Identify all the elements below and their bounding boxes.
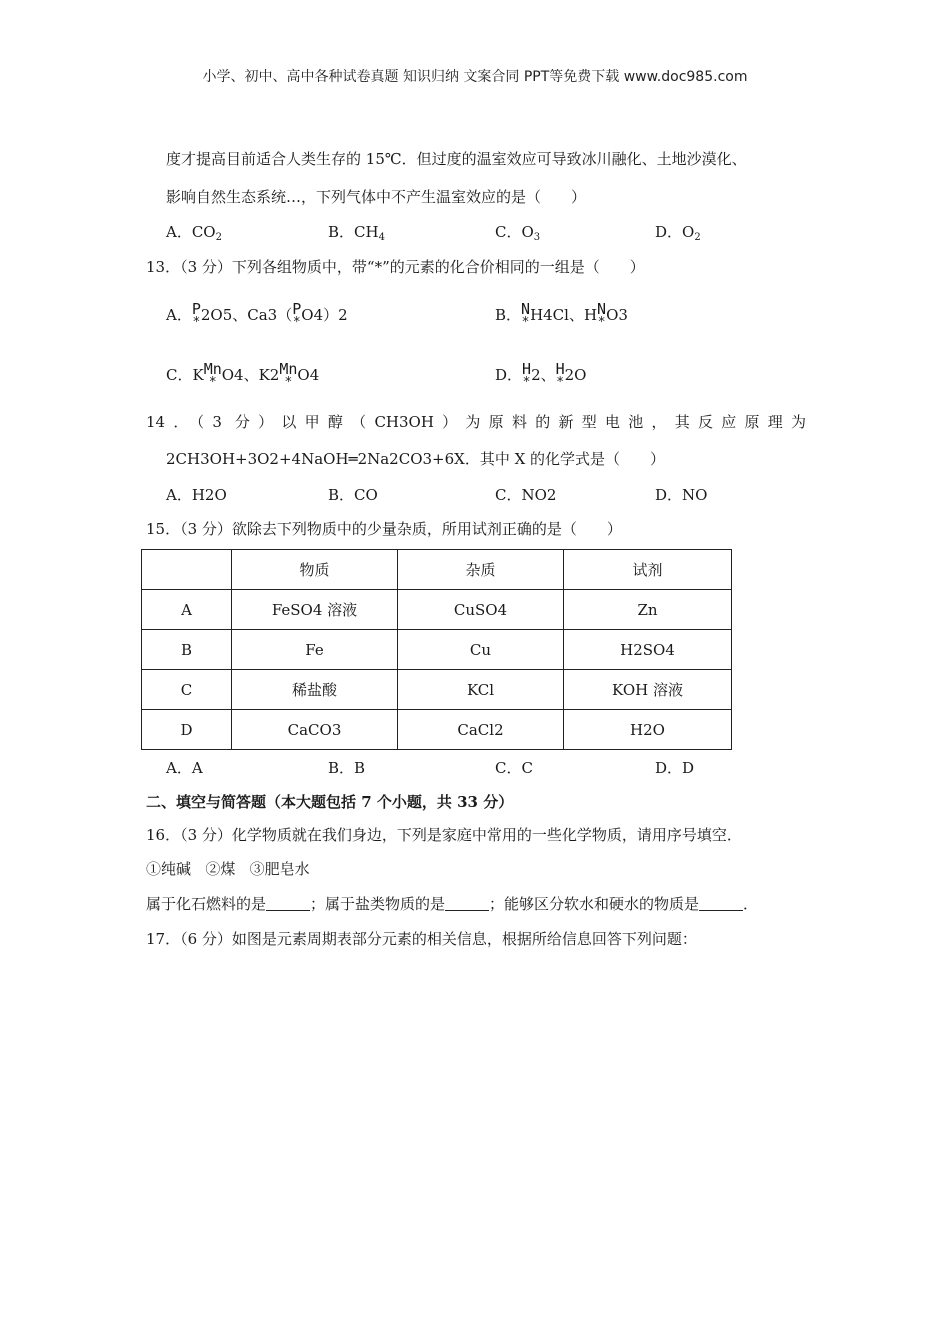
table-cell: H2SO4 <box>564 630 732 670</box>
table-cell: KCl <box>398 670 564 710</box>
table-row <box>142 590 732 630</box>
q14-line2: 2CH3OH+3O2+4NaOH═2Na2CO3+6X．其中 X 的化学式是（ ） <box>166 450 666 468</box>
table-cell: CuSO4 <box>398 590 564 630</box>
q16-fill-line: 属于化石燃料的是 ；属于盐类物质的是 ；能够区分软水和硬水的物质是 ． <box>146 895 759 913</box>
table-header: 试剂 <box>564 550 732 590</box>
q13-option-d: D．H * 2、H * 2O <box>495 360 587 390</box>
table-cell: Fe <box>232 630 398 670</box>
q15-option-b: B．B <box>328 759 366 777</box>
section-title: 二、填空与简答题（本大题包括 7 个小题，共 33 分） <box>146 793 514 811</box>
q12-option-a: A．$CO_2$ <box>166 223 222 243</box>
table-cell: Cu <box>398 630 564 670</box>
q13-stem: 13．（3 分）下列各组物质中，带“*”的元素的化合价相同的一组是（ ） <box>146 258 645 276</box>
q16-stem: 16．（3 分）化学物质就在我们身边，下列是家庭中常用的一些化学物质，请用序号填空． <box>146 826 742 844</box>
q15-option-c: C．C <box>495 759 533 777</box>
table-cell: D <box>142 710 232 750</box>
q15-stem: 15．（3 分）欲除去下列物质中的少量杂质，所用试剂正确的是（ ） <box>146 520 622 538</box>
table-cell: H2O <box>564 710 732 750</box>
table-row <box>142 630 732 670</box>
table-cell: CaCO3 <box>232 710 398 750</box>
table-cell: B <box>142 630 232 670</box>
q12-line1: 度才提高目前适合人类生存的 15℃．但过度的温室效应可导致冰川融化、土地沙漠化、 <box>166 150 747 168</box>
answer-blank[interactable] <box>445 896 489 911</box>
table-cell: 稀盐酸 <box>232 670 398 710</box>
table-cell: C <box>142 670 232 710</box>
answer-blank[interactable] <box>699 896 743 911</box>
q12-option-c: C．$O_3$ <box>495 223 541 243</box>
q13-option-c: C．KMn * O4、K2Mn * O4 <box>166 360 320 390</box>
table-row <box>142 710 732 750</box>
q14-option-d: D．NO <box>655 486 708 504</box>
table-cell: Zn <box>564 590 732 630</box>
q12-line2: 影响自然生态系统…，下列气体中不产生温室效应的是（ ） <box>166 188 587 206</box>
table-cell: CaCl2 <box>398 710 564 750</box>
q13-option-a: A．P * 2O5、Ca3（P * O4）2 <box>166 300 348 330</box>
list-item: ②煤 <box>205 860 236 878</box>
table-header <box>142 550 232 590</box>
table-row <box>142 670 732 710</box>
q15-option-d: D．D <box>655 759 695 777</box>
answer-blank[interactable] <box>266 896 310 911</box>
page-header: 小学、初中、高中各种试卷真题 知识归纳 文案合同 PPT等免费下载 www.doc985.com <box>202 69 748 85</box>
q17-stem: 17．（6 分）如图是元素周期表部分元素的相关信息，根据所给信息回答下列问题： <box>146 930 697 948</box>
q16-items <box>146 858 310 879</box>
table-header: 物质 <box>232 550 398 590</box>
list-item: ③肥皂水 <box>249 860 310 878</box>
q12-option-b: B．$CH_4$ <box>328 223 385 243</box>
q15-option-a: A．A <box>166 759 203 777</box>
q12-option-d: D．$O_2$ <box>655 223 701 243</box>
table-cell: FeSO4 溶液 <box>232 590 398 630</box>
list-item: ①纯碱 <box>146 860 192 878</box>
q14-option-a: A．H2O <box>166 486 227 504</box>
table-header: 杂质 <box>398 550 564 590</box>
q14-line1: 14．（3 分）以甲醇（CH3OH）为原料的新型电池，其反应原理为 <box>146 413 806 431</box>
table-header-row <box>142 550 732 590</box>
q13-option-b: B．N * H4Cl、HN * O3 <box>495 300 628 330</box>
q14-option-c: C．NO2 <box>495 486 557 504</box>
table-cell: A <box>142 590 232 630</box>
impurity-table <box>141 549 732 750</box>
table-cell: KOH 溶液 <box>564 670 732 710</box>
q14-option-b: B．CO <box>328 486 378 504</box>
